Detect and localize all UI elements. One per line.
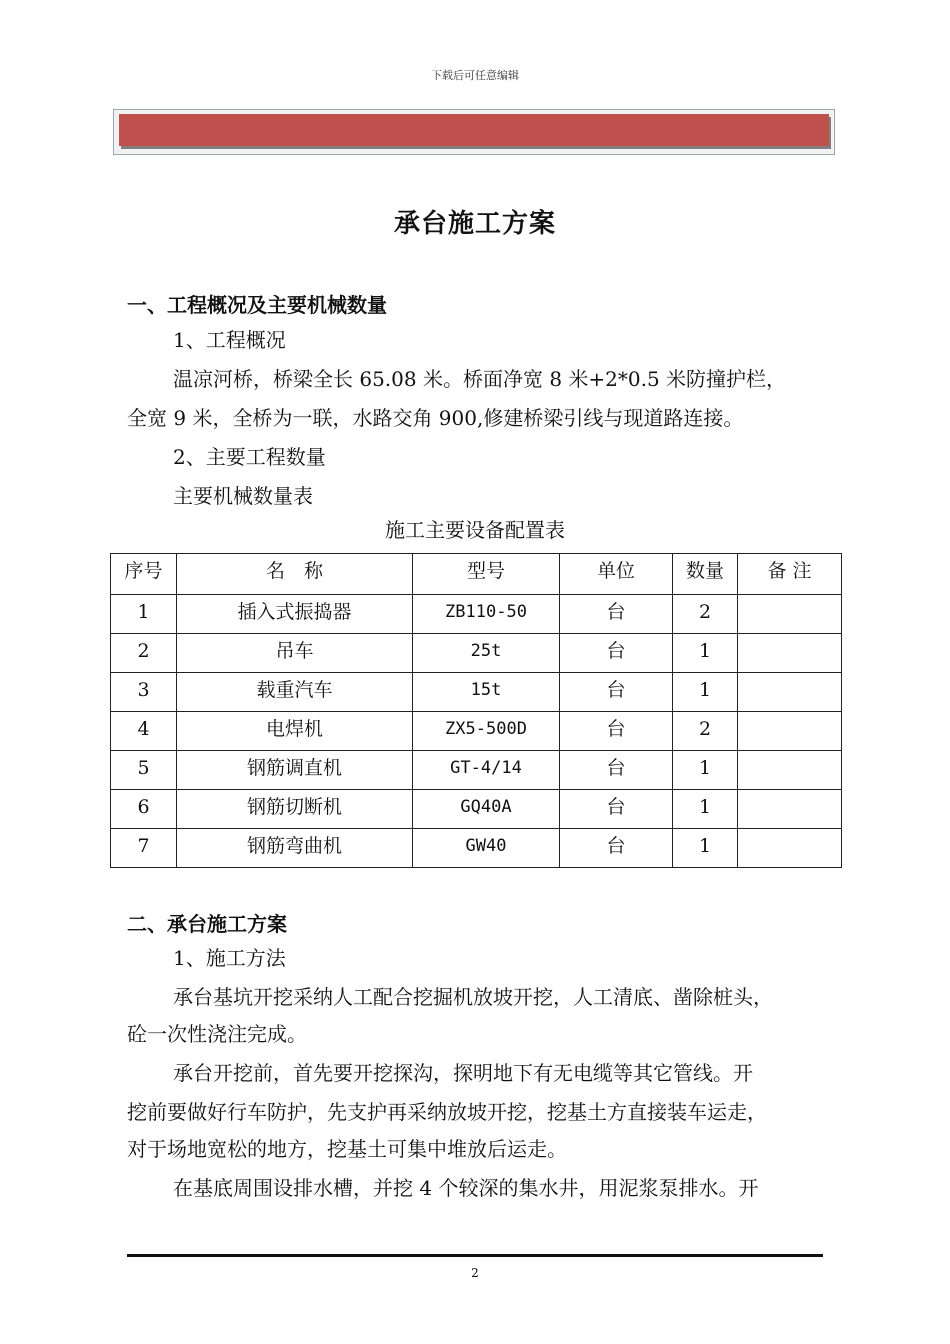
table-row bbox=[111, 634, 842, 673]
cell-unit: 台 bbox=[560, 712, 673, 751]
cell-unit: 台 bbox=[560, 595, 673, 634]
equipment-table bbox=[110, 553, 842, 868]
cell-quantity: 1 bbox=[673, 634, 738, 673]
cell-index: 5 bbox=[111, 751, 177, 790]
section-2-p3-line-1: 在基底周围设排水槽，并挖 4 个较深的集水井，用泥浆泵排水。开 bbox=[173, 1176, 759, 1200]
cell-name: 电焊机 bbox=[177, 712, 413, 751]
cell-remark bbox=[738, 634, 842, 673]
cell-remark bbox=[738, 673, 842, 712]
cell-quantity: 1 bbox=[673, 790, 738, 829]
header-name: 名 称 bbox=[177, 554, 413, 595]
section-2-p2-line-1: 承台开挖前，首先要开挖探沟，探明地下有无电缆等其它管线。开 bbox=[173, 1061, 753, 1085]
cell-unit: 台 bbox=[560, 751, 673, 790]
section-2-p2-line-3: 对于场地宽松的地方，挖基土可集中堆放后运走。 bbox=[127, 1137, 567, 1161]
cell-remark bbox=[738, 790, 842, 829]
header-model: 型号 bbox=[413, 554, 560, 595]
cell-remark bbox=[738, 829, 842, 868]
cell-quantity: 1 bbox=[673, 673, 738, 712]
cell-name: 载重汽车 bbox=[177, 673, 413, 712]
table-header-row bbox=[111, 554, 842, 595]
cell-name: 钢筋调直机 bbox=[177, 751, 413, 790]
table-row bbox=[111, 595, 842, 634]
cell-model: 25t bbox=[413, 634, 560, 673]
section-1-para-line-1: 温凉河桥，桥梁全长 65.08 米。桥面净宽 8 米+2*0.5 米防撞护栏， bbox=[173, 367, 787, 391]
cell-remark bbox=[738, 595, 842, 634]
section-1-heading: 一、工程概况及主要机械数量 bbox=[127, 293, 387, 317]
header-index: 序号 bbox=[111, 554, 177, 595]
cell-name: 钢筋弯曲机 bbox=[177, 829, 413, 868]
table-row bbox=[111, 673, 842, 712]
page-number: 2 bbox=[471, 1266, 479, 1280]
table-caption: 施工主要设备配置表 bbox=[385, 518, 565, 542]
cell-quantity: 2 bbox=[673, 712, 738, 751]
cell-unit: 台 bbox=[560, 673, 673, 712]
cell-index: 3 bbox=[111, 673, 177, 712]
section-2-sub-1: 1、施工方法 bbox=[173, 946, 286, 970]
header-quantity: 数量 bbox=[673, 554, 738, 595]
cell-unit: 台 bbox=[560, 790, 673, 829]
cell-name: 钢筋切断机 bbox=[177, 790, 413, 829]
section-2-p1-line-1: 承台基坑开挖采纳人工配合挖掘机放坡开挖，人工清底、凿除桩头， bbox=[173, 985, 773, 1009]
cell-remark bbox=[738, 712, 842, 751]
header-banner bbox=[119, 114, 829, 146]
section-2-heading: 二、承台施工方案 bbox=[127, 912, 287, 936]
cell-model: GW40 bbox=[413, 829, 560, 868]
cell-model: GT-4/14 bbox=[413, 751, 560, 790]
section-2-p1-line-2: 砼一次性浇注完成。 bbox=[127, 1022, 307, 1046]
cell-quantity: 1 bbox=[673, 829, 738, 868]
table-intro: 主要机械数量表 bbox=[173, 484, 313, 508]
cell-unit: 台 bbox=[560, 634, 673, 673]
table-row bbox=[111, 829, 842, 868]
table-row bbox=[111, 790, 842, 829]
cell-index: 7 bbox=[111, 829, 177, 868]
cell-index: 1 bbox=[111, 595, 177, 634]
cell-quantity: 1 bbox=[673, 751, 738, 790]
section-2-p2-line-2: 挖前要做好行车防护，先支护再采纳放坡开挖，挖基土方直接装车运走， bbox=[127, 1100, 767, 1124]
document-title: 承台施工方案 bbox=[393, 209, 556, 239]
section-1-sub-1: 1、工程概况 bbox=[173, 328, 286, 352]
footer-divider bbox=[127, 1254, 823, 1257]
cell-quantity: 2 bbox=[673, 595, 738, 634]
cell-remark bbox=[738, 751, 842, 790]
table-row bbox=[111, 751, 842, 790]
header-remark: 备 注 bbox=[738, 554, 842, 595]
cell-model: ZB110-50 bbox=[413, 595, 560, 634]
section-1-sub-2: 2、主要工程数量 bbox=[173, 445, 326, 469]
cell-model: GQ40A bbox=[413, 790, 560, 829]
cell-index: 2 bbox=[111, 634, 177, 673]
cell-model: 15t bbox=[413, 673, 560, 712]
table-row bbox=[111, 712, 842, 751]
cell-index: 4 bbox=[111, 712, 177, 751]
header-unit: 单位 bbox=[560, 554, 673, 595]
header-watermark: 下载后可任意编辑 bbox=[431, 69, 519, 82]
cell-name: 插入式振捣器 bbox=[177, 595, 413, 634]
cell-name: 吊车 bbox=[177, 634, 413, 673]
cell-unit: 台 bbox=[560, 829, 673, 868]
section-1-para-line-2: 全宽 9 米，全桥为一联，水路交角 900,修建桥梁引线与现道路连接。 bbox=[127, 406, 744, 430]
cell-model: ZX5-500D bbox=[413, 712, 560, 751]
cell-index: 6 bbox=[111, 790, 177, 829]
